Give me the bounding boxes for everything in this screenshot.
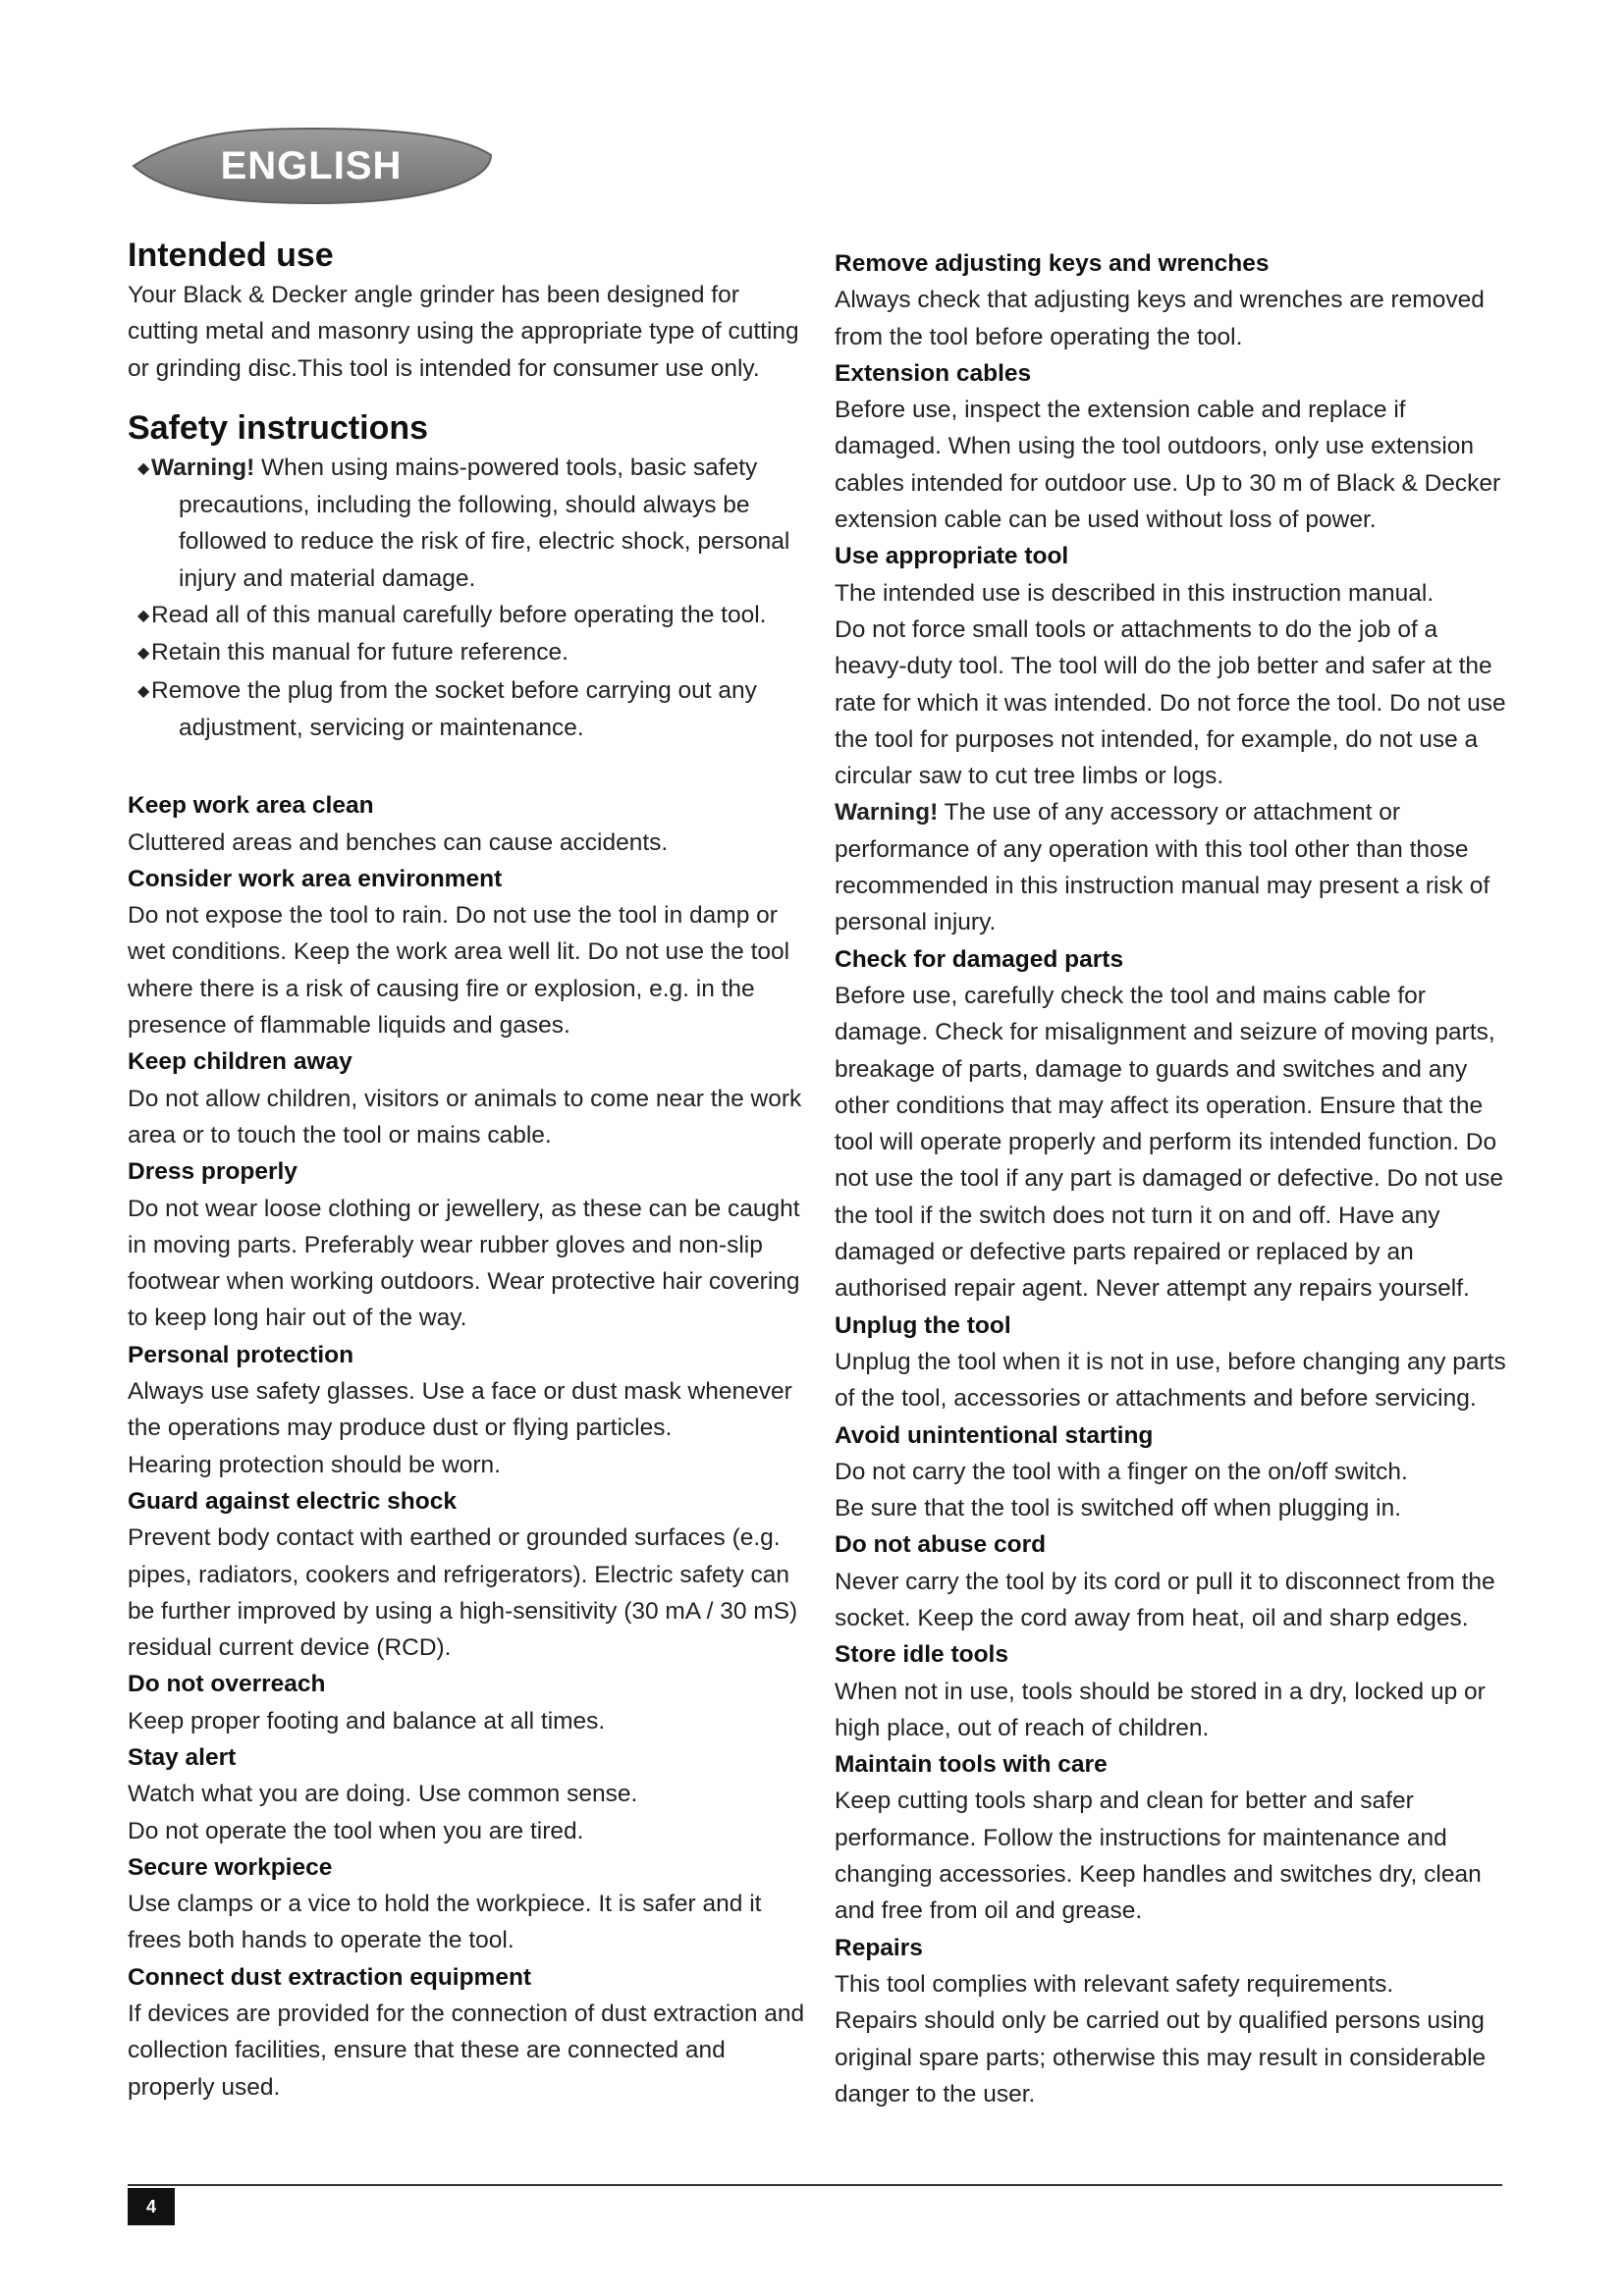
section-title: Keep work area clean — [128, 792, 374, 820]
bullet-diamond-icon: ◆ — [137, 459, 150, 477]
section-appropriate-tool — [835, 538, 1512, 940]
section-text: Do not operate the tool when you are tired. — [128, 1817, 584, 1844]
section-text: The intended use is described in this instruction manual. — [835, 579, 1435, 607]
bullet-text: Remove the plug from the socket before carrying out any adjustment, servicing or maintenance. — [151, 676, 757, 741]
section-text: Be sure that the tool is switched off when plugging in. — [835, 1495, 1402, 1522]
section-extension-cables — [835, 355, 1512, 538]
section-text: Do not force small tools or attachments to do the job of a heavy-duty tool. The tool will do the job better and safer at the rate for which it was intended. Do not force the tool. Do not use the tool for purposes not intended, for example, do not use a circular saw to cut tree limbs or logs. — [835, 615, 1506, 790]
section-text: When not in use, tools should be stored in a dry, locked up or high place, out of reach of children. — [835, 1678, 1486, 1741]
section-text: Never carry the tool by its cord or pull it to disconnect from the socket. Keep the cord away from heat, oil and sharp edges. — [835, 1568, 1495, 1631]
section-unintentional-starting — [835, 1417, 1512, 1527]
section-text: Unplug the tool when it is not in use, before changing any parts of the tool, accessories or attachments and before servicing. — [835, 1348, 1506, 1413]
section-text: Do not wear loose clothing or jewellery, as these can be caught in moving parts. Preferably wear rubber gloves and non-slip footwear when working outdoors. Wear protective hair covering to keep long hair out of the way. — [128, 1195, 800, 1332]
section-title: Remove adjusting keys and wrenches — [835, 250, 1270, 277]
section-text: Prevent body contact with earthed or grounded surfaces (e.g. pipes, radiators, cookers and refrigerators). Electric safety can be further improved by using a high-sensitivity (30 mA / 30 mS) residual current device (RCD). — [128, 1524, 798, 1662]
section-text: If devices are provided for the connection of dust extraction and collection facilities, ensure that these are connected and properly used. — [128, 2001, 805, 2101]
bullet-text: When using mains-powered tools, basic safety precautions, including the following, should always be followed to reduce the risk of fire, electric shock, personal injury and material damage. — [179, 454, 790, 592]
section-title: Consider work area environment — [128, 865, 503, 892]
section-unplug-tool — [835, 1308, 1512, 1417]
section-title: Store idle tools — [835, 1641, 1008, 1669]
section-stay-alert — [128, 1739, 805, 1849]
section-remove-keys — [835, 245, 1512, 355]
warning-paragraph — [835, 794, 1512, 940]
bullet-diamond-icon: ◆ — [137, 608, 150, 625]
section-title: Stay alert — [128, 1743, 237, 1771]
safety-heading: Safety instructions — [128, 408, 429, 447]
section-title: Use appropriate tool — [835, 543, 1069, 570]
left-column — [128, 234, 805, 2106]
section-title: Check for damaged parts — [835, 945, 1124, 973]
intended-use-text: Your Black & Decker angle grinder has been designed for cutting metal and masonry using the appropriate type of cutting or grinding disc.This tool is intended for consumer use only. — [128, 282, 799, 382]
intended-use-heading: Intended use — [128, 237, 334, 274]
bullet-diamond-icon: ◆ — [137, 645, 150, 663]
section-text: This tool complies with relevant safety requirements. — [835, 1970, 1394, 1998]
section-abuse-cord — [835, 1526, 1512, 1636]
section-title: Guard against electric shock — [128, 1487, 457, 1515]
section-title: Personal protection — [128, 1341, 354, 1368]
section-title: Dress properly — [128, 1158, 298, 1186]
section-dress-properly — [128, 1153, 805, 1336]
section-title: Connect dust extraction equipment — [128, 1963, 532, 1991]
bullet-diamond-icon: ◆ — [137, 682, 150, 700]
warning-text: The use of any accessory or attachment or performance of any operation with this tool other than those recommended in this instruction manual may present a risk of personal injury. — [835, 799, 1490, 936]
section-text: Cluttered areas and benches can cause accidents. — [128, 828, 669, 856]
warning-label: Warning! — [835, 799, 939, 827]
safety-bullet — [128, 597, 805, 634]
language-label: ENGLISH — [220, 143, 403, 187]
footer-rule — [128, 2184, 1502, 2186]
section-personal-protection — [128, 1337, 805, 1483]
section-text: Watch what you are doing. Use common sense. — [128, 1781, 638, 1808]
section-do-not-overreach — [128, 1666, 805, 1739]
section-keep-children-away — [128, 1043, 805, 1153]
safety-bullets — [128, 450, 805, 746]
section-text: Before use, carefully check the tool and mains cable for damage. Check for misalignment and seizure of moving parts, breakage of parts, damage to guards and switches and any other conditions that may affect its operation. Ensure that the tool will operate properly and perform its intended function. Do not use the tool if any part is damaged or defective. Do not use the tool if the switch does not turn it on and off. Have any damaged or defective parts repaired or replaced by an authorised repair agent. Never attempt any repairs yourself. — [835, 982, 1503, 1303]
language-tab — [128, 126, 495, 206]
section-title: Do not overreach — [128, 1671, 326, 1698]
section-text: Use clamps or a vice to hold the workpiece. It is safer and it frees both hands to operate the tool. — [128, 1891, 762, 1954]
section-electric-shock — [128, 1483, 805, 1666]
section-text: Keep cutting tools sharp and clean for better and safer performance. Follow the instructions for maintenance and changing accessories. Keep handles and switches dry, clean and free from oil and grease. — [835, 1788, 1482, 1925]
safety-bullet — [128, 634, 805, 671]
section-dust-extraction — [128, 1959, 805, 2106]
section-title: Extension cables — [835, 359, 1032, 387]
section-damaged-parts — [835, 941, 1512, 1308]
bullet-text: Read all of this manual carefully before operating the tool. — [151, 602, 767, 629]
section-consider-work-area — [128, 861, 805, 1043]
section-repairs — [835, 1930, 1512, 2112]
section-title: Unplug the tool — [835, 1311, 1011, 1339]
right-column — [835, 245, 1512, 2112]
section-title: Secure workpiece — [128, 1853, 333, 1881]
warning-label: Warning! — [151, 454, 255, 481]
page-number: 4 — [128, 2188, 175, 2225]
safety-bullet — [128, 450, 805, 597]
section-text: Hearing protection should be worn. — [128, 1451, 501, 1478]
section-title: Maintain tools with care — [835, 1751, 1108, 1779]
section-store-idle-tools — [835, 1636, 1512, 1746]
section-text: Do not expose the tool to rain. Do not use the tool in damp or wet conditions. Keep the work area well lit. Do not use the tool where there is a risk of causing fire or explosion, e.g. in the presence of flammable liquids and gases. — [128, 902, 790, 1040]
section-text: Do not allow children, visitors or animals to come near the work area or to touch the tool or mains cable. — [128, 1085, 802, 1148]
section-text: Always check that adjusting keys and wrenches are removed from the tool before operating the tool. — [835, 287, 1485, 350]
section-text: Before use, inspect the extension cable and replace if damaged. When using the tool outdoors, only use extension cables intended for outdoor use. Up to 30 m of Black & Decker extension cable can be used without loss of power. — [835, 397, 1501, 534]
section-title: Do not abuse cord — [835, 1531, 1047, 1559]
section-title: Keep children away — [128, 1048, 352, 1076]
section-text: Always use safety glasses. Use a face or dust mask whenever the operations may produce dust or flying particles. — [128, 1378, 792, 1442]
safety-bullet — [128, 672, 805, 747]
section-keep-work-area-clean — [128, 787, 805, 861]
section-title: Avoid unintentional starting — [835, 1421, 1154, 1449]
section-title: Repairs — [835, 1934, 923, 1961]
section-text: Repairs should only be carried out by qualified persons using original spare parts; otherwise this may result in considerable danger to the user. — [835, 2007, 1487, 2108]
section-text: Keep proper footing and balance at all times. — [128, 1707, 606, 1735]
section-text: Do not carry the tool with a finger on the on/off switch. — [835, 1458, 1408, 1485]
section-secure-workpiece — [128, 1849, 805, 1959]
bullet-text: Retain this manual for future reference. — [151, 639, 568, 667]
section-maintain-tools — [835, 1746, 1512, 1929]
